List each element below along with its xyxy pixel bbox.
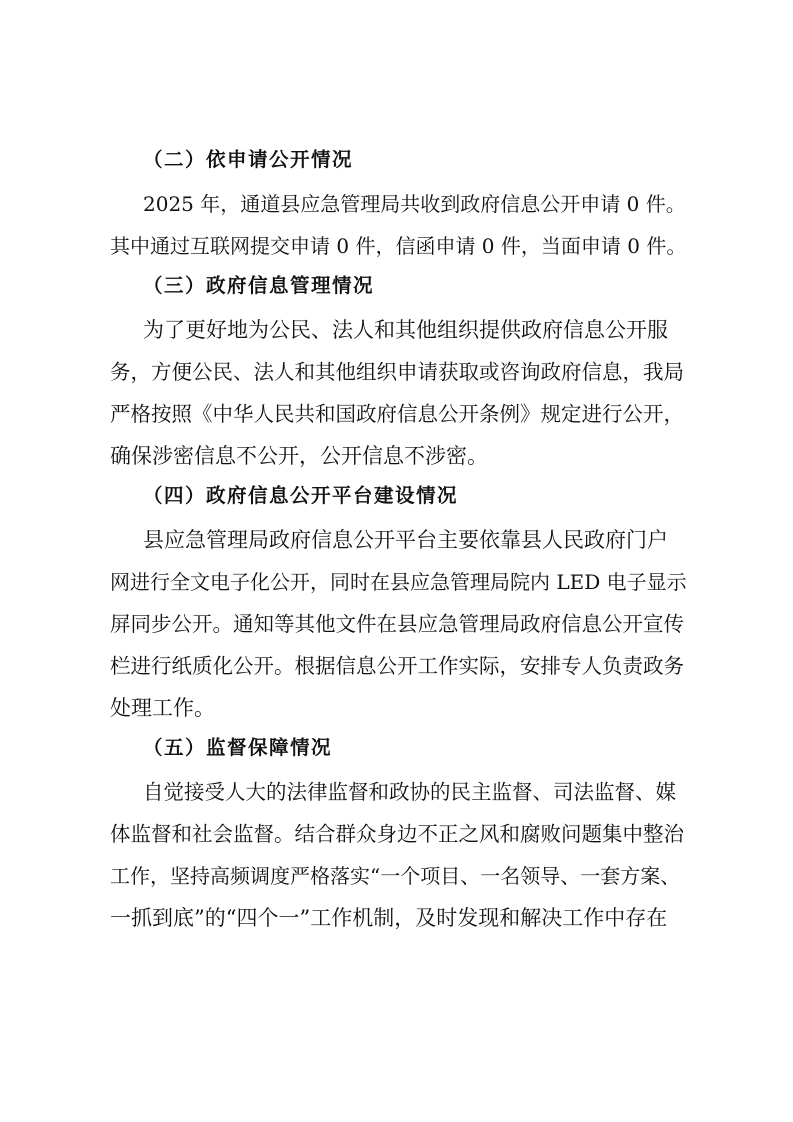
paragraph-line: 处理工作。 xyxy=(110,696,215,720)
paragraph-line: 其中通过互联网提交申请 0 件，信函申请 0 件，当面申请 0 件。 xyxy=(110,234,687,258)
paragraph-line: 工作，坚持高频调度严格落实“一个项目、一名领导、一套方案、 xyxy=(110,864,681,888)
paragraph-line: 确保涉密信息不公开，公开信息不涉密。 xyxy=(110,444,488,468)
paragraph-line: 屏同步公开。通知等其他文件在县应急管理局政府信息公开宣传 xyxy=(110,612,684,636)
paragraph-line: 严格按照《中华人民共和国政府信息公开条例》规定进行公开， xyxy=(110,402,684,426)
section-heading-2: （二）依申请公开情况 xyxy=(143,148,354,171)
paragraph-line: 为了更好地为公民、法人和其他组织提供政府信息公开服 xyxy=(143,318,668,342)
section-heading-5: （五）监督保障情况 xyxy=(143,736,333,759)
section-heading-4: （四）政府信息公开平台建设情况 xyxy=(143,484,459,507)
paragraph-line: 网进行全文电子化公开，同时在县应急管理局院内 LED 电子显示 xyxy=(110,570,687,594)
paragraph-line: 2025 年，通道县应急管理局共收到政府信息公开申请 0 件。 xyxy=(143,192,686,216)
paragraph-line: 一抓到底”的“四个一”工作机制，及时发现和解决工作中存在 xyxy=(110,906,668,930)
paragraph-line: 县应急管理局政府信息公开平台主要依靠县人民政府门户 xyxy=(143,528,668,552)
paragraph-line: 自觉接受人大的法律监督和政协的民主监督、司法监督、媒 xyxy=(143,780,676,804)
paragraph-line: 务，方便公民、法人和其他组织申请获取或咨询政府信息，我局 xyxy=(110,360,684,384)
section-heading-3: （三）政府信息管理情况 xyxy=(143,274,375,297)
paragraph-line: 体监督和社会监督。结合群众身边不正之风和腐败问题集中整治 xyxy=(110,822,684,846)
paragraph-line: 栏进行纸质化公开。根据信息公开工作实际，安排专人负责政务 xyxy=(110,654,684,678)
